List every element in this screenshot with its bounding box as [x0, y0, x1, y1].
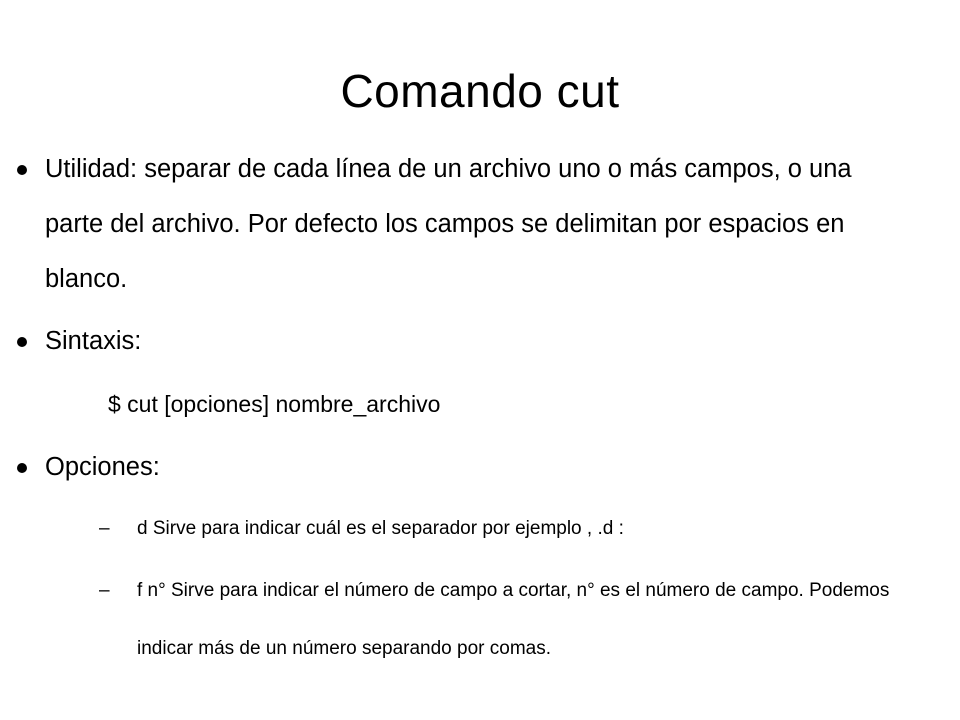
option-f-dash: –: [99, 580, 110, 601]
bullet-dot-icon: [17, 165, 27, 175]
bullet-utilidad-text: Utilidad: separar de cada línea de un archivo uno o más campos, o una parte del archivo. Por defecto los campos se delimitan por espacios en blanco.: [45, 155, 852, 293]
bullet-dot-icon: [17, 463, 27, 473]
syntax-example: $ cut [opciones] nombre_archivo: [108, 391, 441, 417]
bullet-opciones-text: Opciones:: [45, 453, 160, 481]
option-d-text: d Sirve para indicar cuál es el separador por ejemplo , .d :: [137, 518, 624, 539]
bullet-dot-icon: [17, 337, 27, 347]
option-f-text: f n° Sirve para indicar el número de campo a cortar, n° es el número de campo. Podemos indicar más de un número separando por comas.: [137, 580, 890, 659]
slide-title: Comando cut: [340, 65, 620, 117]
bullet-sintaxis-text: Sintaxis:: [45, 327, 142, 355]
option-d-dash: –: [99, 518, 110, 539]
